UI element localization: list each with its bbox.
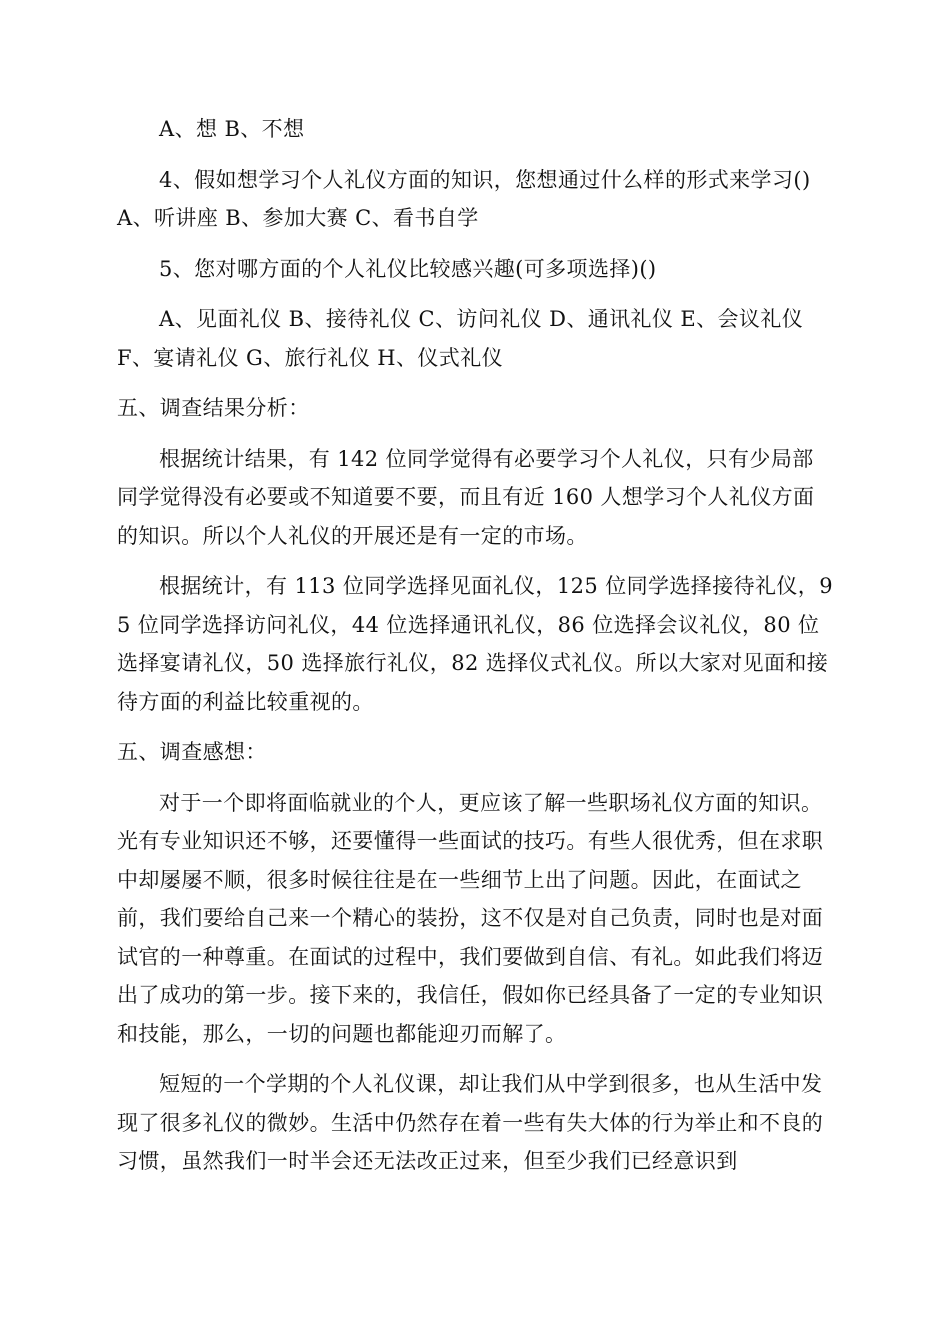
question-4: 4、假如想学习个人礼仪方面的知识，您想通过什么样的形式来学习()A、听讲座 B、参加大赛 C、看书自学 [117, 167, 811, 230]
answer-options-q5: A、见面礼仪 B、接待礼仪 C、访问礼仪 D、通讯礼仪 E、会议礼仪 F、宴请礼仪 G、旅行礼仪 H、仪式礼仪 [117, 307, 804, 370]
section-heading-reflection: 五、调查感想： [117, 740, 267, 764]
reflection-paragraph-2: 短短的一个学期的个人礼仪课，却让我们从中学到很多，也从生活中发现了很多礼仪的微妙。生活中仍然存在着一些有失大体的行为举止和不良的习惯，虽然我们一时半会还无法改正过来，但至少我们已经意识到 [117, 1072, 824, 1173]
analysis-paragraph-1: 根据统计结果，有 142 位同学觉得有必要学习个人礼仪，只有少局部同学觉得没有必要或不知道要不要，而且有近 160 人想学习个人礼仪方面的知识。所以个人礼仪的开展还是有一定的市场。 [117, 446, 815, 548]
reflection-paragraph-1: 对于一个即将面临就业的个人，更应该了解一些职场礼仪方面的知识。光有专业知识还不够，还要懂得一些面试的技巧。有些人很优秀，但在求职中却屡屡不顺，很多时候往往是在一些细节上出了问题。因此，在面试之前，我们要给自己来一个精心的装扮，这不仅是对自己负责，同时也是对面试官的一种尊重。在面试的过程中，我们要做到自信、有礼。如此我们将迈出了成功的第一步。接下来的，我信任，假如你已经具备了一定的专业知识和技能，那么，一切的问题也都能迎刃而解了。 [117, 790, 824, 1046]
document-body [117, 110, 833, 1181]
question-5: 5、您对哪方面的个人礼仪比较感兴趣(可多项选择)() [159, 256, 657, 281]
section-heading-analysis: 五、调查结果分析： [117, 396, 310, 420]
analysis-paragraph-2: 根据统计，有 113 位同学选择见面礼仪，125 位同学选择接待礼仪，95 位同学选择访问礼仪，44 位选择通讯礼仪，86 位选择会议礼仪，80 位选择宴请礼仪，50 选择旅行礼仪，82 选择仪式礼仪。所以大家对见面和接待方面的利益比较重视的。 [117, 574, 833, 714]
answer-options-q3: A、想 B、不想 [159, 117, 305, 141]
